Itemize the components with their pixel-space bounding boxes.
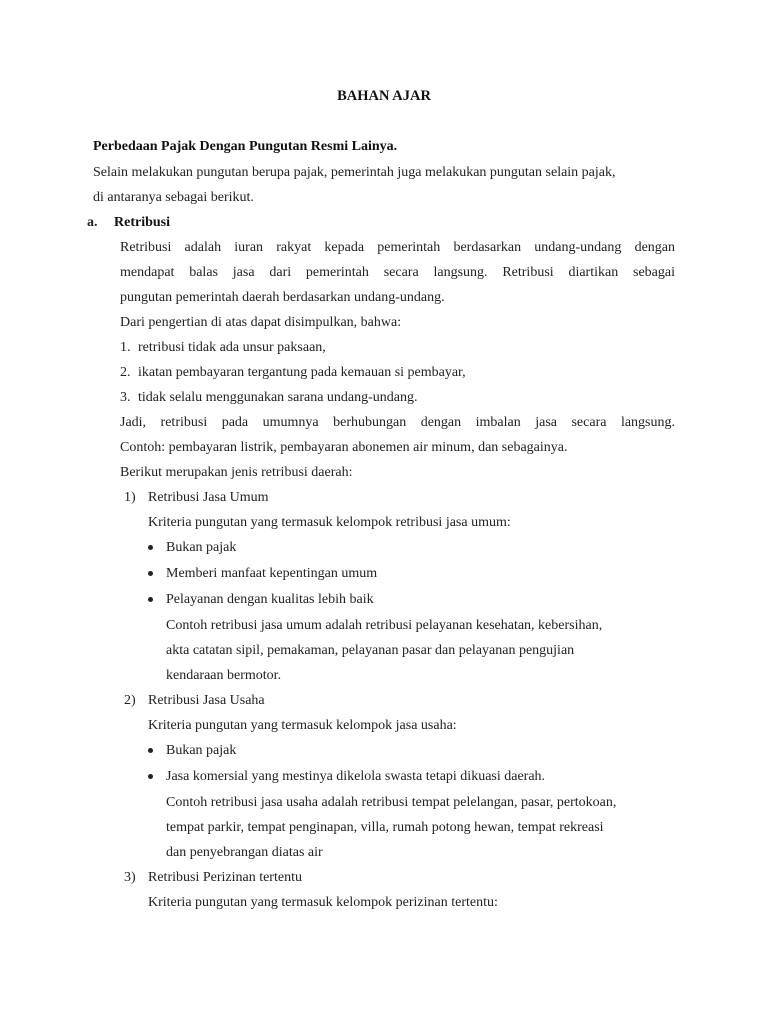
document-title: BAHAN AJAR	[337, 88, 431, 104]
type-marker: 2)	[124, 693, 136, 708]
intro-line: di antaranya sebagai berikut.	[93, 190, 254, 205]
definition-line: pungutan pemerintah daerah berdasarkan undang-undang.	[120, 290, 445, 305]
type-title: Retribusi Jasa Usaha	[148, 693, 265, 708]
section-a-heading	[87, 210, 675, 235]
type-title: Retribusi Jasa Umum	[148, 490, 269, 505]
type-heading	[120, 865, 675, 890]
type-example	[166, 613, 675, 688]
intro-line: Selain melakukan pungutan berupa pajak, pemerintah juga melakukan pungutan selain pajak,	[93, 165, 616, 180]
conclusion-intro: Dari pengertian di atas dapat disimpulkan, bahwa:	[120, 315, 402, 330]
type-criteria: Kriteria pungutan yang termasuk kelompok jasa usaha:	[148, 718, 457, 733]
example-line: Contoh retribusi jasa usaha adalah retribusi tempat pelelangan, pasar, pertokoan,	[166, 795, 617, 810]
conclusion-item	[120, 360, 675, 385]
bullet-icon	[148, 597, 153, 602]
conclusion-text: ikatan pembayaran tergantung pada kemauan si pembayar,	[138, 365, 466, 380]
bullet-text: Bukan pajak	[166, 540, 237, 555]
conclusion-item	[120, 335, 675, 360]
bullet-text: Pelayanan dengan kualitas lebih baik	[166, 592, 374, 607]
summary-line: Jadi, retribusi pada umumnya berhubungan dengan imbalan jasa secara langsung.	[120, 415, 675, 430]
example-line: akta catatan sipil, pemakaman, pelayanan pasar dan pelayanan pengujian	[166, 643, 575, 658]
conclusion-marker: 2.	[120, 365, 131, 380]
section-a-content	[120, 235, 675, 915]
conclusion-text: retribusi tidak ada unsur paksaan,	[138, 340, 326, 355]
bullet-item	[148, 535, 675, 561]
bullet-text: Memberi manfaat kepentingan umum	[166, 566, 378, 581]
bullet-icon	[148, 748, 153, 753]
section-a-title: Retribusi	[114, 215, 170, 230]
intro-paragraph	[93, 160, 675, 210]
document-body	[87, 134, 675, 915]
type-criteria: Kriteria pungutan yang termasuk kelompok retribusi jasa umum:	[148, 515, 511, 530]
definition-paragraph	[120, 235, 675, 310]
example-line: tempat parkir, tempat penginapan, villa, rumah potong hewan, tempat rekreasi	[166, 820, 604, 835]
conclusion-marker: 3.	[120, 390, 131, 405]
type-title: Retribusi Perizinan tertentu	[148, 870, 302, 885]
bullet-item	[148, 561, 675, 587]
conclusion-text: tidak selalu menggunakan sarana undang-undang.	[138, 390, 418, 405]
example-line: kendaraan bermotor.	[166, 668, 282, 683]
example-line: Contoh retribusi jasa umum adalah retribusi pelayanan kesehatan, kebersihan,	[166, 618, 603, 633]
definition-line: Retribusi adalah iuran rakyat kepada pemerintah berdasarkan undang-undang dengan	[120, 240, 675, 255]
type-marker: 1)	[124, 490, 136, 505]
section-a-marker: a.	[87, 215, 98, 230]
type-heading	[120, 688, 675, 713]
summary-paragraph	[120, 410, 675, 460]
type-example	[166, 790, 675, 865]
example-line: dan penyebrangan diatas air	[166, 845, 323, 860]
definition-line: mendapat balas jasa dari pemerintah secara langsung. Retribusi diartikan sebagai	[120, 265, 675, 280]
bullet-item	[148, 587, 675, 613]
conclusion-item	[120, 385, 675, 410]
bullet-icon	[148, 545, 153, 550]
bullet-item	[148, 738, 675, 764]
bullet-text: Bukan pajak	[166, 743, 237, 758]
bullet-item	[148, 764, 675, 790]
conclusion-marker: 1.	[120, 340, 131, 355]
bullet-icon	[148, 571, 153, 576]
type-heading	[120, 485, 675, 510]
type-marker: 3)	[124, 870, 136, 885]
type-criteria: Kriteria pungutan yang termasuk kelompok perizinan tertentu:	[148, 895, 498, 910]
bullet-text: Jasa komersial yang mestinya dikelola swasta tetapi dikuasi daerah.	[166, 769, 546, 784]
types-intro: Berikut merupakan jenis retribusi daerah:	[120, 465, 353, 480]
section-heading: Perbedaan Pajak Dengan Pungutan Resmi Lainya.	[93, 139, 398, 154]
bullet-icon	[148, 774, 153, 779]
summary-line: Contoh: pembayaran listrik, pembayaran abonemen air minum, dan sebagainya.	[120, 440, 568, 455]
